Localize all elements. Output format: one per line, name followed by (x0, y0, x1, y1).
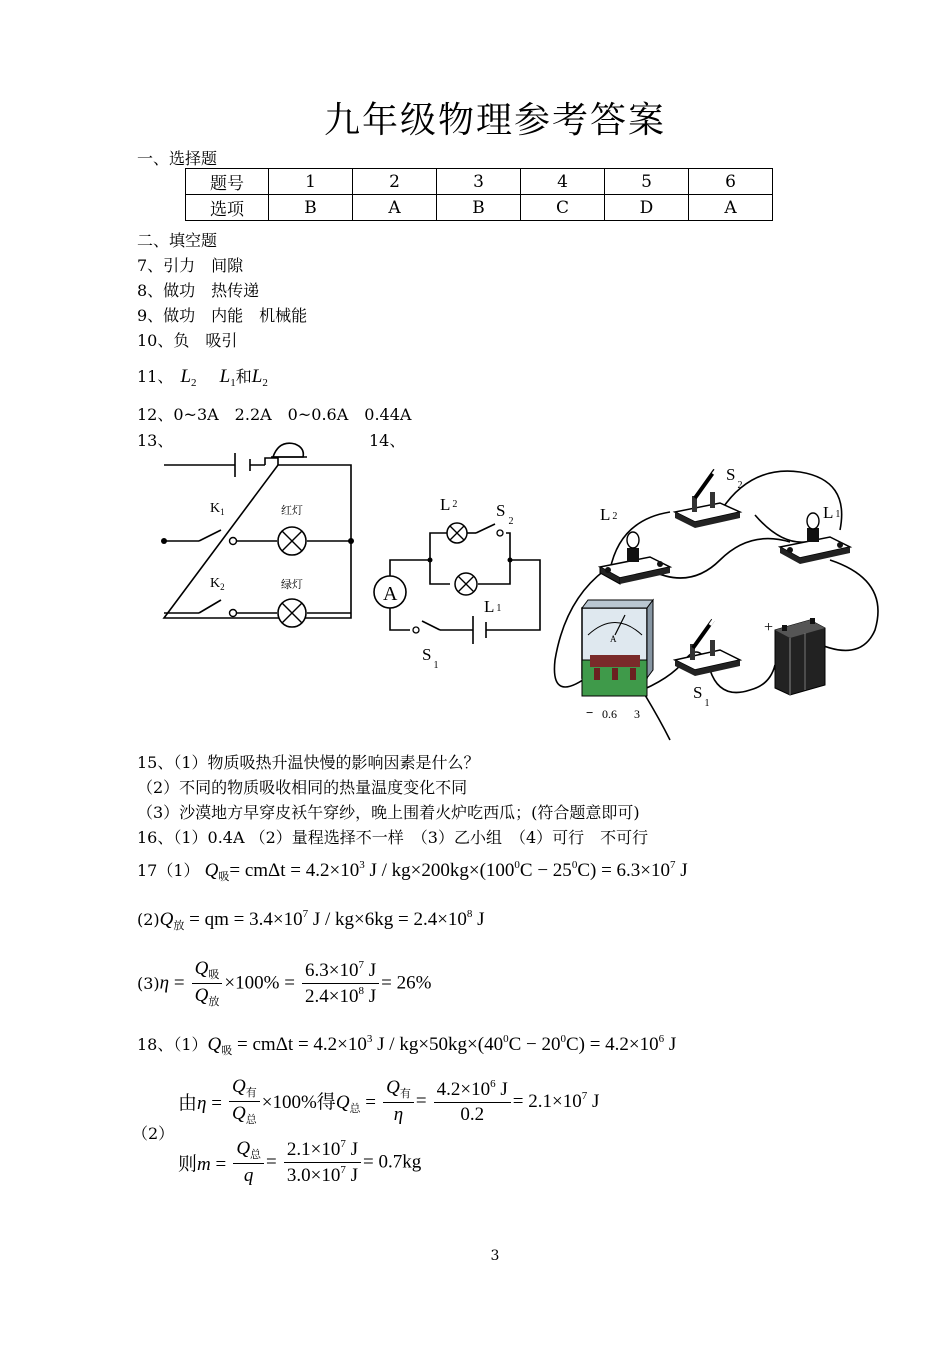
circuit-wiring-diagram-14 (550, 460, 885, 745)
answer-q16: 16、（1）0.4A （2）量程选择不一样 （3）乙小组 （4）可行 不可行 (137, 828, 649, 847)
fraction: $\frac{Q_有}{\eta}$ (383, 1077, 414, 1126)
table-header-label: 题号 (186, 169, 269, 195)
green-lamp-icon (278, 599, 306, 627)
table-cell: 4 (521, 169, 605, 195)
answer-q8: 8、做功 热传递 (137, 281, 260, 300)
table-cell: A (353, 195, 437, 221)
table-cell: 2 (353, 169, 437, 195)
table-cell: 3 (437, 169, 521, 195)
battery-icon (764, 618, 825, 695)
answer-q17-3: (3)η = $\frac{Q_吸}{Q_放}$ ×100% = $\frac{6.3\times 10^7 J}{2.4\times 10^8 J}$ = 26% (137, 958, 432, 1008)
section-choice: 一、选择题 (137, 149, 218, 168)
table-cell: 6 (689, 169, 773, 195)
fraction: $\frac{Q_有}{Q_总}$ (229, 1076, 260, 1127)
page-title: 九年级物理参考答案 (323, 100, 666, 141)
answer-q17-1: 17（1） $Q_吸= cm\Delta t = 4.2\times 10^3$ $J / kg\times 200kg\times(100^0C - 25^0C) = 6.3\times 10^7$ J (137, 859, 688, 883)
table-row (186, 195, 773, 221)
l1-label: L 1 (484, 597, 502, 616)
answer-q18-2-label: （2） (132, 1124, 175, 1143)
table-cell: D (605, 195, 689, 221)
ammeter-device-icon (582, 600, 653, 721)
svg-text:3: 3 (634, 707, 640, 721)
k1-label: $K_1$ (210, 501, 225, 517)
answer-table (185, 168, 773, 221)
lamp-l1-icon (455, 573, 477, 595)
lamp-l2-icon (447, 523, 467, 543)
answer-q11: 11、 $L_2$ $L_1$和$L_2$ (137, 366, 268, 389)
answer-q18-1: 18、$(1)Q_吸 = cm\Delta t = 4.2\times 10^3$ $J / kg\times 50kg\times(40^0C - 20^0C) = 4.2\times 10^6$ J (137, 1033, 677, 1057)
fraction: $\frac{Q_总}{q}$ (233, 1138, 264, 1187)
svg-text:0.6: 0.6 (602, 707, 617, 721)
lamp-l2-icon (600, 532, 670, 584)
answer-q15-1: 15、（1）物质吸热升温快慢的影响因素是什么？ (137, 753, 480, 772)
table-cell: A (689, 195, 773, 221)
answer-q7: 7、引力 间隙 (137, 256, 244, 275)
table-cell: 5 (605, 169, 689, 195)
answer-q12: 12、0~3A 2.2A 0~0.6A 0.44A (137, 405, 412, 424)
red-lamp-label: 红灯 (281, 505, 303, 517)
l2-label: L 2 (440, 495, 458, 514)
fraction: $\frac{6.3\times 10^7 J}{2.4\times 10^8 J}$ (302, 959, 379, 1008)
fraction: $\frac{4.2\times 10^6 J}{0.2}$ (434, 1078, 511, 1126)
fraction: $\frac{2.1\times 10^7 J}{3.0\times 10^7 J}$ (284, 1138, 361, 1187)
circuit-diagram-13 (155, 440, 365, 630)
answer-q18-2-line2: 则m = $\frac{Q_总}{q}$ = $\frac{2.1\times 10^7 J}{3.0\times 10^7 J}$ = 0.7kg (178, 1138, 422, 1186)
s1-label: $S_1$ (422, 645, 439, 671)
table-cell: B (437, 195, 521, 221)
page-number: 3 (490, 1248, 500, 1264)
fraction: $\frac{Q_吸}{Q_放}$ (192, 958, 223, 1009)
answer-q13: 13、 (137, 431, 174, 450)
switch-s1-icon (675, 615, 740, 676)
answer-q15-3: （3）沙漠地方早穿皮袄午穿纱，晚上围着火炉吃西瓜；(符合题意即可) (137, 803, 640, 822)
s2-label: $S_2$ (496, 501, 514, 527)
lamp-l1-icon (780, 513, 850, 564)
table-cell: C (521, 195, 605, 221)
l2-label: L 2 (600, 505, 618, 524)
section-fill: 二、填空题 (137, 231, 218, 250)
answer-q10: 10、负 吸引 (137, 331, 238, 350)
s1-label: $S_1$ (693, 683, 710, 709)
answer-q9: 9、做功 内能 机械能 (137, 306, 308, 325)
circuit-diagram-14 (370, 488, 545, 673)
s2-label: $S_2$ (726, 465, 743, 491)
svg-text:A: A (383, 583, 398, 605)
table-cell: B (269, 195, 353, 221)
table-answer-label: 选项 (186, 195, 269, 221)
table-cell: 1 (269, 169, 353, 195)
red-lamp-icon (278, 527, 306, 555)
answer-q17-2: $(2)Q_放$ = qm = $3.4\times 10^7$ $J / kg\times 6kg = 2.4\times 10^8$ J (137, 908, 485, 932)
answer-q15-2: （2）不同的物质吸收相同的热量温度变化不同 (137, 778, 468, 797)
l1-label: L 1 (823, 503, 841, 522)
answer-q14: 14、 (369, 431, 406, 450)
answer-q18-2-line1: 由η = $\frac{Q_有}{Q_总}$ ×100%得$Q_总$ = $\frac{Q_有}{\eta}$ = $\frac{4.2\times 10^6 J}{0.2}$ = $2.1\times 10^7$ J (178, 1076, 600, 1126)
ammeter-icon (374, 576, 406, 608)
green-lamp-label: 绿灯 (281, 579, 303, 591)
svg-text:−: − (586, 705, 594, 720)
svg-text:+: + (764, 619, 774, 636)
table-row (186, 169, 773, 195)
svg-text:A: A (610, 634, 617, 644)
k2-label: $K_2$ (210, 576, 225, 592)
